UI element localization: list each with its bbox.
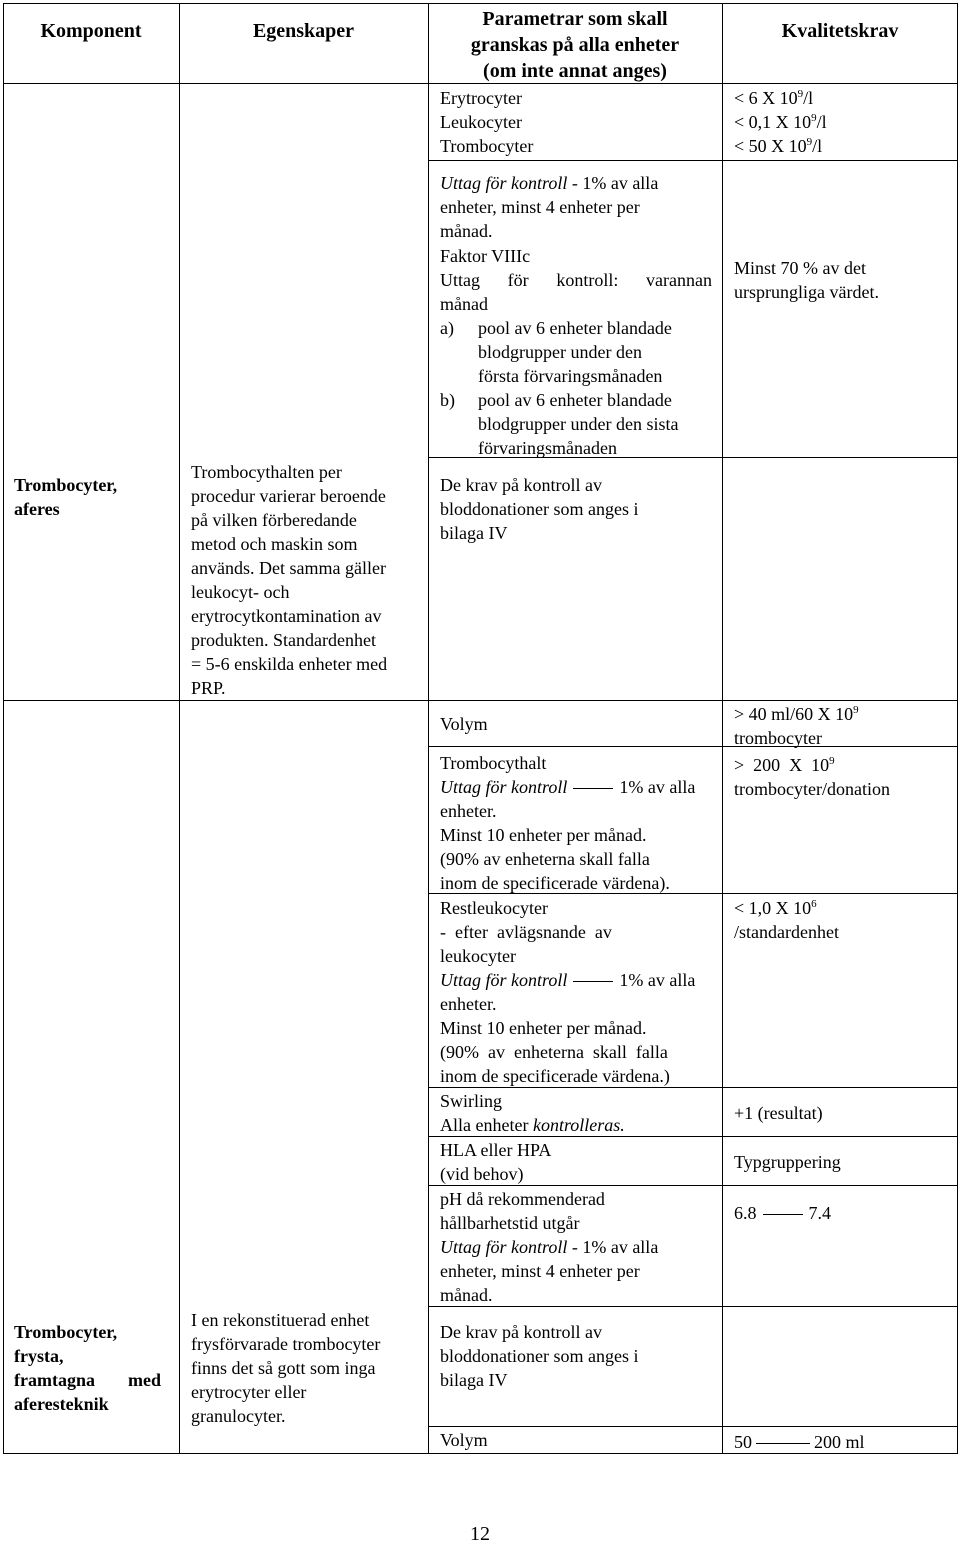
header-komponent: Komponent	[40, 20, 142, 42]
komponent-frysta-2: frysta,	[14, 1346, 64, 1366]
tromb-req-2: trombocyter/donation	[734, 779, 890, 799]
param-erytrocyter: Erytrocyter	[440, 88, 522, 108]
dash-mark	[756, 1443, 810, 1444]
egenskaper-aferes-3: på vilken förberedande	[191, 510, 357, 530]
krav-frysta-1: De krav på kontroll av	[440, 1322, 602, 1342]
faktor-a-line2: blodgrupper under den	[478, 342, 642, 362]
col-divider-3	[722, 3, 723, 1454]
volym-aferes-req-1: > 40 ml/60 X $10^9$	[734, 704, 859, 724]
volym-frysta: Volym	[440, 1430, 488, 1450]
req-erytrocyter: < 6 X $10^9/l$	[734, 88, 814, 108]
egenskaper-aferes-5: används. Det samma gäller	[191, 558, 386, 578]
komponent-aferes-2: aferes	[14, 499, 60, 519]
rest-title: Restleukocyter	[440, 898, 548, 918]
param-leukocyter: Leukocyter	[440, 112, 522, 132]
faktor-b-line1: pool av 6 enheter blandade	[478, 390, 672, 410]
egenskaper-aferes-4: metod och maskin som	[191, 534, 358, 554]
rest-line-7: (90% av enheterna skall falla	[440, 1042, 668, 1062]
egenskaper-frysta-5: granulocyter.	[191, 1406, 286, 1426]
row-divider-frysta-volym	[428, 1426, 958, 1427]
faktor-b-line2: blodgrupper under den sista	[478, 414, 679, 434]
req-trombocyter: < 50 X $10^9/l$	[734, 136, 823, 156]
param-trombocyter: Trombocyter	[440, 136, 534, 156]
tromb-line-3: (90% av enheterna skall falla	[440, 849, 650, 869]
komponent-frysta-3a: framtagna	[14, 1370, 95, 1390]
faktor-line2: månad	[440, 294, 488, 314]
faktor-req-1: Minst 70 % av det	[734, 258, 866, 278]
rest-line-5: enheter.	[440, 994, 497, 1014]
tromb-req-1: > 200 X $10^9$	[734, 755, 835, 775]
uttag-row1: Uttag för kontroll - 1% av alla	[440, 173, 659, 193]
dash-mark	[763, 1214, 803, 1215]
col-divider-1	[179, 3, 180, 1454]
volym-aferes-req-2: trombocyter	[734, 728, 822, 748]
uttag-row1-line3: månad.	[440, 221, 493, 241]
komponent-aferes-1: Trombocyter,	[14, 475, 118, 495]
tromb-line-4: inom de specificerade värdena).	[440, 873, 670, 893]
page-number: 12	[470, 1523, 490, 1545]
faktor-a-line1: pool av 6 enheter blandade	[478, 318, 672, 338]
ph-line-2: hållbarhetstid utgår	[440, 1213, 580, 1233]
ph-line-4: enheter, minst 4 enheter per	[440, 1261, 640, 1281]
egenskaper-frysta-4: erytrocyter eller	[191, 1382, 307, 1402]
tromb-title: Trombocythalt	[440, 753, 547, 773]
hla-line-2: (vid behov)	[440, 1164, 524, 1184]
req-leukocyter: < 0,1 X $10^9/l$	[734, 112, 827, 132]
header-parametrar-2: granskas på alla enheter	[470, 34, 680, 56]
rest-req-1: < 1,0 X $10^6$	[734, 898, 817, 918]
header-parametrar-1: Parametrar som skall	[482, 8, 668, 30]
dash-mark	[573, 788, 613, 789]
volym-frysta-req: 50 200 ml	[734, 1432, 865, 1452]
egenskaper-aferes-9: = 5-6 enskilda enheter med	[191, 654, 388, 674]
rest-req-2: /standardenhet	[734, 922, 839, 942]
header-egenskaper: Egenskaper	[252, 20, 355, 42]
faktor-a-line3: första förvaringsmånaden	[478, 366, 663, 386]
row-divider-faktor	[428, 160, 958, 161]
ph-line-1: pH då rekommenderad	[440, 1189, 605, 1209]
faktor-b-label: b)	[440, 390, 455, 410]
header-parametrar-3: (om inte annat anges)	[483, 60, 667, 82]
hla-line-1: HLA eller HPA	[440, 1140, 552, 1160]
krav-aferes-3: bilaga IV	[440, 523, 508, 543]
row-divider-frysta-krav	[428, 1306, 958, 1307]
egenskaper-frysta-1: I en rekonstituerad enhet	[191, 1310, 370, 1330]
egenskaper-aferes-8: produkten. Standardenhet	[191, 630, 376, 650]
egenskaper-aferes-1: Trombocythalten per	[191, 462, 342, 482]
egenskaper-frysta-2: frysförvarade trombocyter	[191, 1334, 381, 1354]
swirl-req: +1 (resultat)	[734, 1103, 823, 1123]
egenskaper-aferes-10: PRP.	[191, 678, 226, 698]
egenskaper-frysta-3: finns det så gott som inga	[191, 1358, 376, 1378]
rest-uttag: Uttag för kontroll 1% av alla	[440, 970, 696, 990]
tromb-line-2: Minst 10 enheter per månad.	[440, 825, 647, 845]
komponent-frysta-4: aferesteknik	[14, 1394, 109, 1414]
row-divider-volym	[428, 700, 958, 701]
volym-aferes: Volym	[440, 714, 488, 734]
ph-line-5: månad.	[440, 1285, 493, 1305]
col-divider-2	[428, 3, 429, 1454]
krav-aferes-1: De krav på kontroll av	[440, 475, 602, 495]
egenskaper-aferes-7: erytrocytkontamination av	[191, 606, 382, 626]
faktor-a-label: a)	[440, 318, 454, 338]
faktor-line1: Uttag för kontroll: varannan	[440, 270, 712, 290]
krav-frysta-3: bilaga IV	[440, 1370, 508, 1390]
komponent-frysta-3b: med	[128, 1370, 161, 1390]
rest-line-3: leukocyter	[440, 946, 516, 966]
tromb-line-1: enheter.	[440, 801, 497, 821]
komponent-frysta-1: Trombocyter,	[14, 1322, 118, 1342]
swirl-line: Alla enheter kontrolleras.	[440, 1115, 625, 1135]
table-border-left	[3, 3, 4, 1454]
rest-line-2: - efter avlägsnande av	[440, 922, 612, 942]
faktor-title: Faktor VIIIc	[440, 246, 531, 266]
table-border-top	[3, 3, 958, 4]
faktor-b-line3: förvaringsmånaden	[478, 438, 617, 458]
tromb-uttag: Uttag för kontroll 1% av alla	[440, 777, 696, 797]
egenskaper-aferes-6: leukocyt- och	[191, 582, 290, 602]
egenskaper-aferes-2: procedur varierar beroende	[191, 486, 386, 506]
header-kvalitetskrav: Kvalitetskrav	[781, 20, 899, 42]
uttag-row1-line2: enheter, minst 4 enheter per	[440, 197, 640, 217]
table-border-right	[957, 3, 958, 1454]
krav-frysta-2: bloddonationer som anges i	[440, 1346, 639, 1366]
hla-req: Typgruppering	[734, 1152, 841, 1172]
row-divider-tromb	[428, 746, 958, 747]
row-divider-frysta-left	[3, 700, 429, 701]
swirl-title: Swirling	[440, 1091, 503, 1111]
krav-aferes-2: bloddonationer som anges i	[440, 499, 639, 519]
rest-line-6: Minst 10 enheter per månad.	[440, 1018, 647, 1038]
faktor-req-2: ursprungliga värdet.	[734, 282, 879, 302]
dash-mark	[573, 981, 613, 982]
rest-line-8: inom de specificerade värdena.)	[440, 1066, 670, 1086]
ph-req: 6.8 7.4	[734, 1203, 831, 1223]
ph-uttag: Uttag för kontroll - 1% av alla	[440, 1237, 659, 1257]
